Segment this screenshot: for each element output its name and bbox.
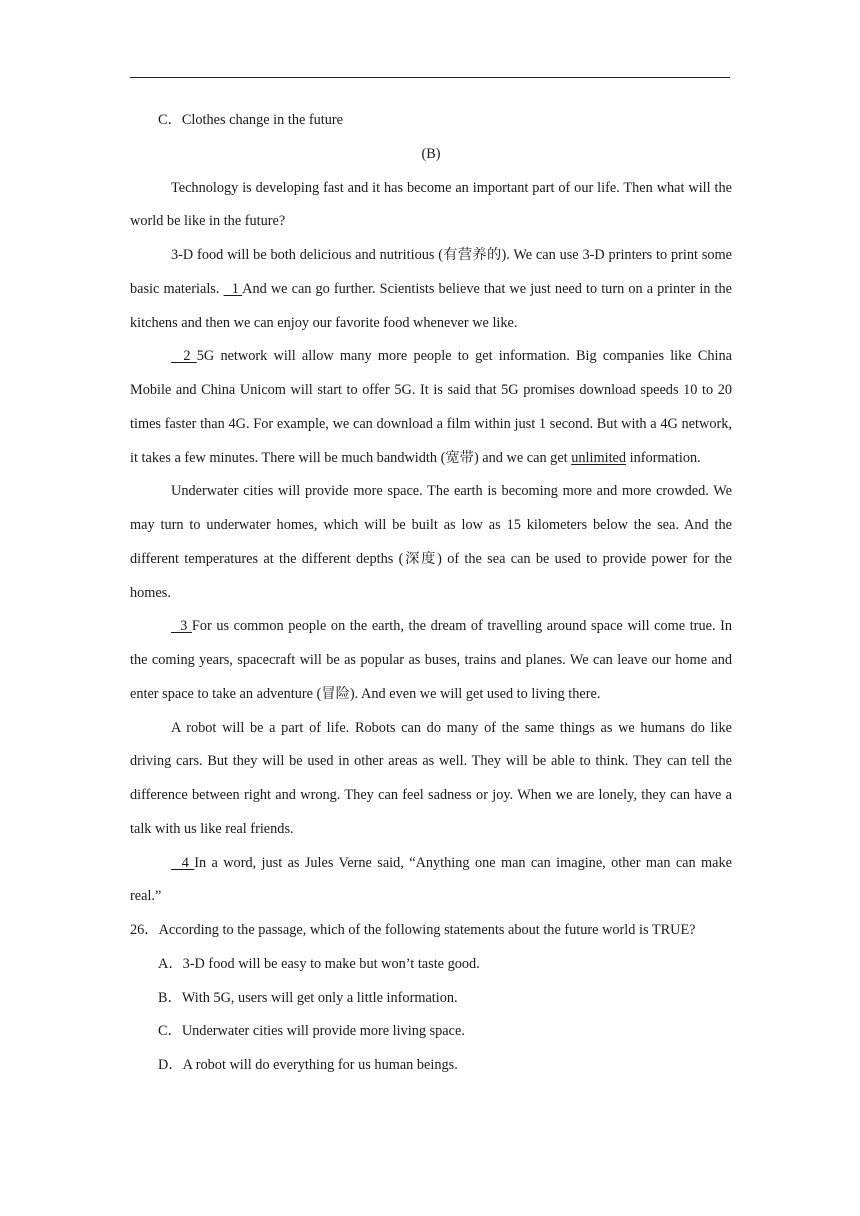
- previous-question-option-c: C．Clothes change in the future: [158, 112, 344, 128]
- paragraph-robot: [130, 712, 732, 847]
- paragraph-3d-food: [130, 239, 732, 340]
- paragraph-text-after: 5G network will allow many more people to get information. Big companies like China Mobile and China Unicom will start to offer 5G. It is said that 5G promises download speeds 10 to 20 times faster than 4G. For example, we can download a film within just 1 second. But with a 4G network, it takes a few minutes. There will be much bandwidth (宽带) and we can get: [130, 348, 732, 466]
- paragraph-text-after: For us common people on the earth, the dream of travelling around space will come true. In the coming years, spacecraft will be as popular as buses, trains and planes. We can leave our home and enter space to take an adventure (冒险). And even we will get used to living there.: [130, 618, 732, 702]
- paragraph-text-end: information.: [629, 449, 701, 466]
- option-b: B．With 5G, users will get only a little information.: [158, 989, 458, 1006]
- header-rule: [130, 77, 730, 78]
- paragraph-5g: [130, 340, 732, 475]
- paragraph-space: [130, 610, 732, 711]
- paragraph-conclusion: [130, 847, 732, 915]
- blank-4: 4: [171, 854, 195, 871]
- section-label: (B): [421, 145, 441, 162]
- blank-2: 2: [171, 348, 197, 365]
- question-26: 26．According to the passage, which of the following statements about the future world is TRUE?: [130, 922, 696, 938]
- paragraph-text-after: In a word, just as Jules Verne said, “Anything one man can imagine, other man can make real.”: [130, 854, 732, 905]
- option-c: C．Underwater cities will provide more living space.: [158, 1023, 465, 1040]
- underlined-word: unlimited: [571, 449, 627, 466]
- paragraph-text: A robot will be a part of life. Robots can do many of the same things as we humans do like driving cars. But they will be used in other areas as well. They will be able to think. They can tell the difference between right and wrong. They can feel sadness or joy. When we are lonely, they can have a talk with us like real friends.: [130, 719, 732, 837]
- paragraph-text: Technology is developing fast and it has become an important part of our life. Then what will the world be like in the future?: [130, 179, 732, 230]
- document-body: [130, 104, 732, 1083]
- paragraph-intro: [130, 172, 732, 240]
- paragraph-underwater: [130, 475, 732, 610]
- paragraph-text: Underwater cities will provide more space. The earth is becoming more and more crowded. We may turn to underwater homes, which will be built as low as 15 kilometers below the sea. And the different temperatures at the different depths (深度) of the sea can be used to provide power for the homes.: [130, 483, 732, 601]
- blank-1: 1: [223, 280, 243, 297]
- paragraph-text-after: And we can go further. Scientists believe that we just need to turn on a printer in the kitchens and then we can enjoy our favorite food whenever we like.: [130, 280, 732, 331]
- option-d: D．A robot will do everything for us human beings.: [158, 1057, 458, 1073]
- paragraph-text: 3-D food will be both delicious and nutritious (有营养的). We can use 3-D printers to print some basic materials.: [130, 247, 732, 297]
- blank-3: 3: [171, 618, 192, 635]
- option-a: A．3-D food will be easy to make but won’t taste good.: [158, 955, 480, 972]
